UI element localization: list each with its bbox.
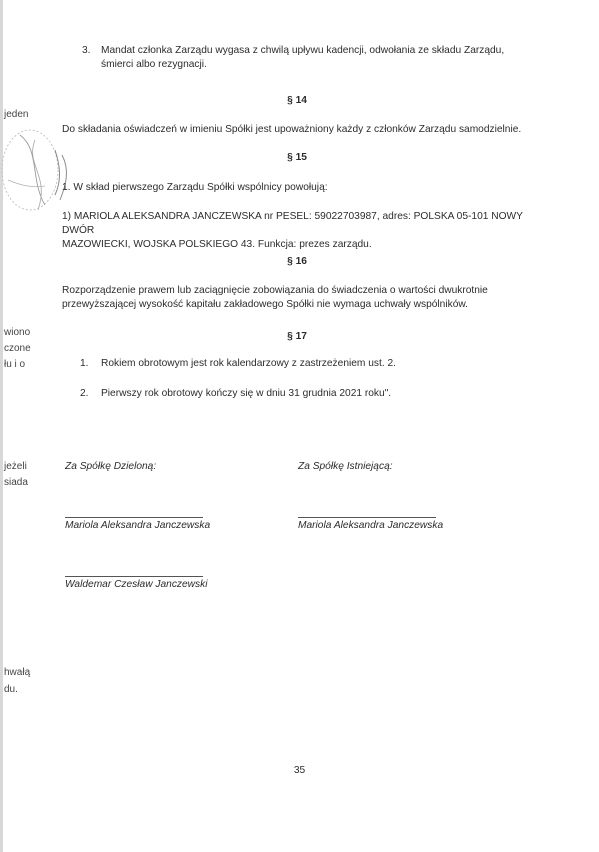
- list-number: 2.: [80, 388, 89, 399]
- list-item-text: Rokiem obrotowym jest rok kalendarzowy z zastrzeżeniem ust. 2.: [101, 358, 396, 369]
- paragraph: Do składania oświadczeń w imieniu Spółki jest upoważniony każdy z członków Zarządu samodzielnie.: [62, 124, 522, 135]
- stamp-signature-mark: [0, 110, 70, 220]
- signatory-name-third: Waldemar Czesław Janczewski: [65, 579, 208, 590]
- signatory-name-left: Mariola Aleksandra Janczewska: [65, 520, 211, 531]
- paragraph: 1. W skład pierwszego Zarządu Spółki wspólnicy powołują:: [62, 182, 328, 193]
- text-line: śmierci albo rezygnacji.: [101, 58, 207, 70]
- list-number: 1.: [80, 358, 89, 369]
- margin-fragment: jeden: [4, 109, 29, 120]
- page-number: 35: [293, 765, 306, 776]
- text-line: MAZOWIECKI, WOJSKA POLSKIEGO 43. Funkcja: prezes zarządu.: [62, 238, 372, 250]
- signature-label-left: Za Spółkę Dzieloną:: [65, 461, 157, 472]
- margin-fragment: hwałą: [4, 667, 31, 678]
- section-heading: § 14: [287, 95, 307, 106]
- text-line: Mandat członka Zarządu wygasa z chwilą upływu kadencji, odwołania ze składu Zarządu,: [101, 45, 505, 56]
- signature-line: [298, 517, 436, 518]
- text-line: Rozporządzenie prawem lub zaciągnięcie zobowiązania do świadczenia o wartości dwukrotnie: [62, 285, 488, 296]
- list-number: 3.: [82, 45, 91, 56]
- section-heading: § 15: [287, 152, 307, 163]
- text-line: 1) MARIOLA ALEKSANDRA JANCZEWSKA nr PESEL: 59022703987, adres: POLSKA 05-101 NOWY DWÓR: [62, 211, 523, 236]
- section-heading: § 16: [287, 256, 307, 267]
- member-entry: [62, 210, 537, 251]
- margin-fragment: du.: [4, 684, 18, 695]
- signature-line: [65, 576, 203, 577]
- margin-fragment: jeżeli: [4, 461, 27, 472]
- list-item-text: [101, 44, 533, 72]
- signature-label-right: Za Spółkę Istniejącą:: [298, 461, 393, 472]
- section-heading: § 17: [287, 331, 307, 342]
- margin-fragment: siada: [4, 477, 28, 488]
- list-item-text: Pierwszy rok obrotowy kończy się w dniu 31 grudnia 2021 roku".: [101, 388, 392, 399]
- margin-fragment: wiono: [4, 327, 31, 338]
- paragraph: [62, 284, 537, 312]
- signatory-name-right: Mariola Aleksandra Janczewska: [298, 520, 444, 531]
- margin-fragment: łu i o: [4, 359, 26, 370]
- signature-line: [65, 517, 203, 518]
- margin-fragment: czone: [4, 343, 31, 354]
- text-line: przewyższającej wysokość kapitału zakładowego Spółki nie wymaga uchwały wspólników.: [62, 298, 468, 310]
